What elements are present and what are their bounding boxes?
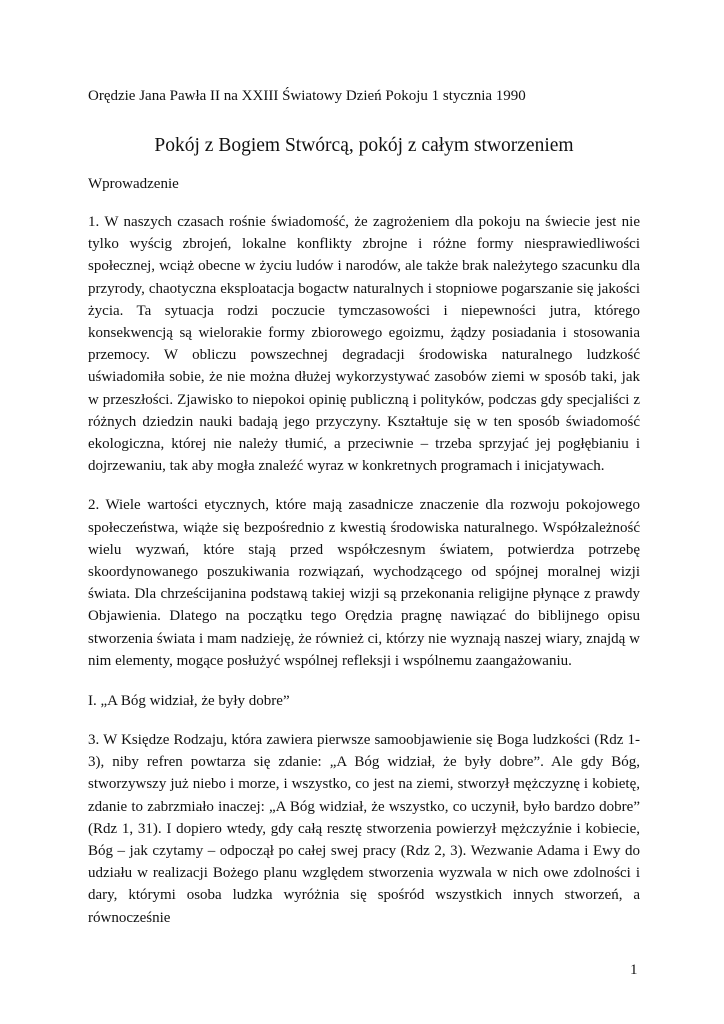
page-number: 1 [630,962,638,978]
document-page [88,86,640,929]
paragraph-3: 3. W Księdze Rodzaju, która zawiera pierwsze samoobjawienie się Boga ludzkości (Rdz 1-3), niby refren powtarza się zdanie: „A Bóg widział, że były dobre”. Ale gdy Bóg, stworzywszy już niebo i morze, i wszystko, co jest na ziemi, stworzył mężczyznę i kobietę, zdanie to zabrzmiało inaczej: „A Bóg widział, że wszystko, co uczynił, było bardzo dobre” (Rdz 1, 31). I dopiero wtedy, gdy całą resztę stworzenia powierzył mężczyźnie i kobiecie, Bóg – jak czytamy – odpoczął po całej swej pracy (Rdz 2, 3). Wezwanie Adama i Ewy do udziału w realizacji Bożego planu względem stworzenia wyzwala w nich owe zdolności i dary, którymi osoba ludzka wyróżnia się spośród wszystkich innych stworzeń, a równocześnie [88,732,640,926]
paragraph-1: 1. W naszych czasach rośnie świadomość, że zagrożeniem dla pokoju na świecie jest nie tylko wyścig zbrojeń, lokalne konflikty zbrojne i różne formy niesprawiedliwości społecznej, wciąż obecne w życiu ludów i narodów, ale także brak należytego szacunku dla przyrody, chaotyczna eksploatacja bogactw naturalnych i stopniowe pogarszanie się jakości życia. Ta sytuacja rodzi poczucie tymczasowości i niepewności jutra, którego konsekwencją są wielorakie formy zbiorowego egoizmu, żądzy posiadania i stosowania przemocy. W obliczu powszechnej degradacji środowiska naturalnego ludzkość uświadomiła sobie, że nie można dłużej wykorzystywać zasobów ziemi w sposób taki, jak w przeszłości. Zjawisko to niepokoi opinię publiczną i polityków, podczas gdy specjaliści z różnych dziedzin nauki badają jego przyczyny. Kształtuje się w ten sposób świadomość ekologiczna, której nie należy tłumić, a przeciwnie – trzeba sprzyjać jej pogłębianiu i dojrzewaniu, tak aby mogła znaleźć wyraz w konkretnych programach i inicjatywach. [88,214,640,475]
intro-heading: Wprowadzenie [88,176,179,192]
section-one-heading: I. „A Bóg widział, że były dobre” [88,693,290,710]
document-header: Orędzie Jana Pawła II na XXIII Światowy Dzień Pokoju 1 stycznia 1990 [88,88,526,104]
document-title: Pokój z Bogiem Stwórcą, pokój z całym stworzeniem [154,135,574,156]
paragraph-2: 2. Wiele wartości etycznych, które mają zasadnicze znaczenie dla rozwoju pokojowego społeczeństwa, wiąże się bezpośrednio z kwestią środowiska naturalnego. Współzależność wielu wyzwań, które stają przed współczesnym światem, potwierdza potrzebę skoordynowanego poszukiwania rozwiązań, wychodzącego od spójnej moralnej wizji świata. Dla chrześcijanina podstawą takiej wizji są przekonania religijne płynące z prawdy Objawienia. Dlatego na początku tego Orędzia pragnę nawiązać do biblijnego opisu stworzenia świata i mam nadzieję, że również ci, którzy nie wyznają naszej wiary, znajdą w nim elementy, mogące posłużyć wspólnej refleksji i wspólnemu zaangażowaniu. [88,497,640,669]
